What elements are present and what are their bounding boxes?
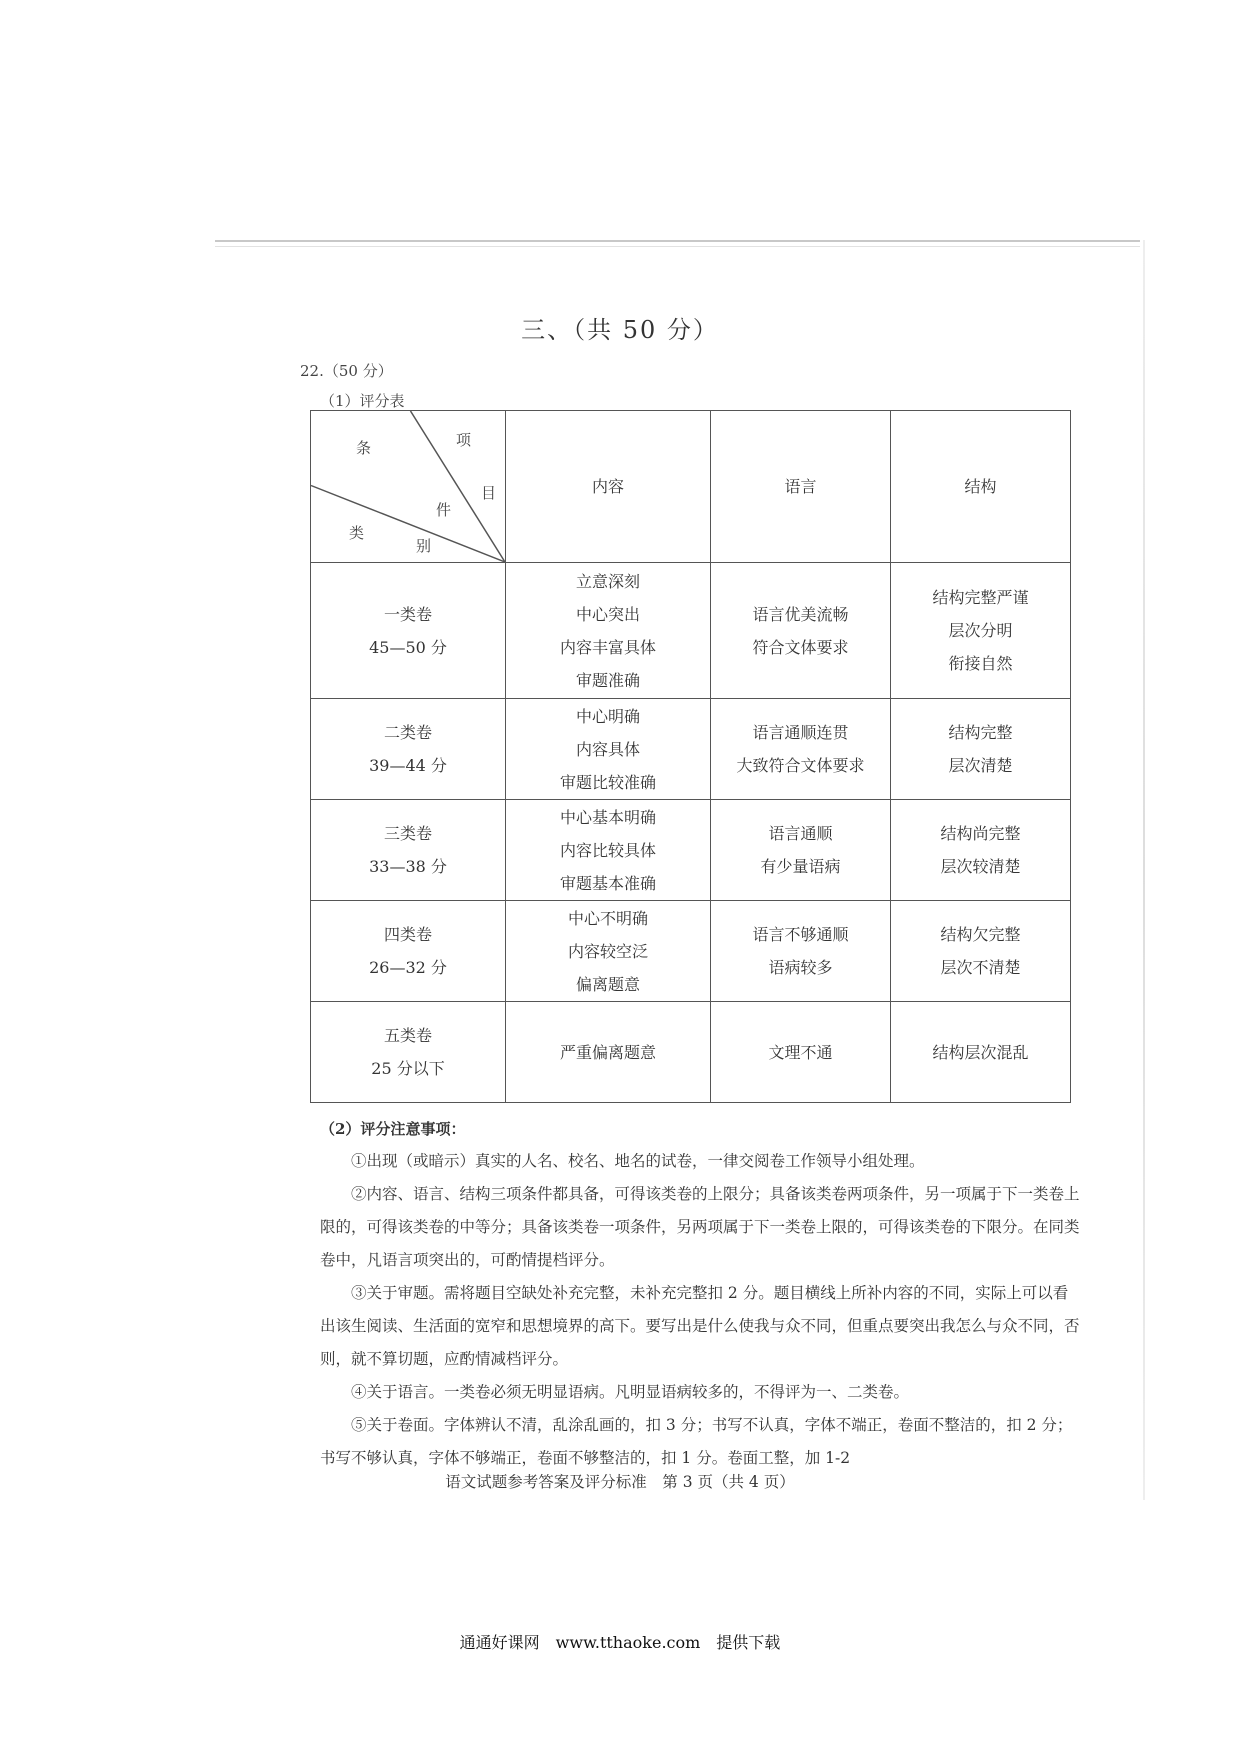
scan-edge-line-2 (215, 246, 1140, 247)
corner-label-mu: 目 (481, 484, 497, 502)
content-line: 中心明确 (575, 706, 640, 726)
content-cell (506, 1002, 711, 1103)
language-line: 语言通顺 (768, 824, 833, 843)
notes-title: （2）评分注意事项： (320, 1120, 466, 1138)
category-cell (311, 800, 506, 901)
language-line: 语言优美流畅 (752, 604, 849, 624)
question-number: 22.（50 分） (300, 362, 393, 380)
language-line: 大致符合文体要求 (736, 756, 865, 775)
note-item: ③关于审题。需将题目空缺处补充完整，未补充完整扣 2 分。题目横线上所补内容的不同，实际上可以看出该生阅读、生活面的宽窄和思想境界的高下。要写出是什么使我与众不同，但重点要突出我怎么与众不同，否则，就不算切题，应酌情减档评分。 (320, 1284, 1080, 1368)
structure-cell (891, 1002, 1071, 1103)
structure-line: 层次不清楚 (940, 958, 1021, 977)
content-line: 内容具体 (575, 739, 640, 759)
structure-line: 结构层次混乱 (932, 1042, 1029, 1062)
content-cell (506, 800, 711, 901)
content-line: 内容较空泛 (567, 941, 648, 961)
table-row (311, 800, 1071, 901)
note-item: ②内容、语言、结构三项条件都具备，可得该类卷的上限分；具备该类卷两项条件，另一项属于下一类卷上限的，可得该类卷的中等分；具备该类卷一项条件，另两项属于下一类卷上限的，可得该类卷的下限分。在同类卷中，凡语言项突出的，可酌情提档评分。 (320, 1185, 1080, 1269)
table-title: （1）评分表 (320, 392, 405, 410)
category-name: 一类卷 (383, 604, 432, 624)
language-line: 语言通顺连贯 (752, 723, 849, 742)
language-cell (711, 901, 891, 1002)
language-line: 语病较多 (768, 958, 833, 977)
category-score: 26—32 分 (369, 958, 447, 977)
column-header-structure: 结构 (891, 411, 1071, 563)
category-score: 25 分以下 (371, 1059, 445, 1078)
content-cell (506, 563, 711, 699)
grading-table (310, 410, 1071, 1103)
section-title: 三、（共 50 分） (521, 316, 719, 344)
corner-label-jian: 件 (436, 501, 452, 519)
download-credit: 通通好课网 www.tthaoke.com 提供下载 (459, 1633, 781, 1652)
category-score: 45—50 分 (369, 637, 447, 657)
corner-cell (311, 411, 506, 563)
column-header-language: 语言 (711, 411, 891, 563)
content-cell (506, 901, 711, 1002)
scoring-notes (320, 1118, 1080, 1475)
table-row (311, 699, 1071, 800)
corner-label-xiang: 项 (456, 431, 472, 449)
structure-line: 层次较清楚 (940, 857, 1021, 876)
structure-line: 结构完整 (948, 723, 1013, 742)
structure-cell (891, 800, 1071, 901)
language-line: 语言不够通顺 (752, 925, 849, 944)
category-cell (311, 901, 506, 1002)
structure-line: 结构完整严谨 (932, 588, 1029, 607)
column-header-content: 内容 (506, 411, 711, 563)
page-footer: 语文试题参考答案及评分标准 第 3 页（共 4 页） (445, 1473, 795, 1491)
category-name: 三类卷 (383, 824, 432, 843)
content-line: 审题基本准确 (559, 873, 656, 893)
structure-cell (891, 901, 1071, 1002)
category-name: 二类卷 (383, 723, 432, 742)
content-line: 内容比较具体 (559, 840, 656, 860)
language-cell (711, 563, 891, 699)
structure-line: 衔接自然 (948, 654, 1013, 673)
content-line: 严重偏离题意 (559, 1042, 656, 1062)
note-item: ⑤关于卷面。字体辨认不清，乱涂乱画的，扣 3 分；书写不认真，字体不端正，卷面不整洁的，扣 2 分；书写不够认真，字体不够端正，卷面不够整洁的，扣 1 分。卷面工整，加 1-2 (320, 1416, 1073, 1467)
corner-label-lei: 类 (349, 524, 365, 542)
language-line: 有少量语病 (760, 857, 841, 876)
note-item: ①出现（或暗示）真实的人名、校名、地名的试卷，一律交阅卷工作领导小组处理。 (351, 1152, 925, 1170)
note-item: ④关于语言。一类卷必须无明显语病。凡明显语病较多的，不得评为一、二类卷。 (351, 1383, 910, 1401)
structure-line: 层次分明 (948, 621, 1013, 640)
category-cell (311, 1002, 506, 1103)
structure-line: 层次清楚 (948, 756, 1013, 775)
corner-diagonals (311, 411, 505, 562)
content-line: 中心不明确 (567, 908, 648, 928)
category-score: 39—44 分 (369, 756, 447, 775)
language-line: 文理不通 (768, 1042, 833, 1062)
table-header-row (311, 411, 1071, 563)
content-line: 审题准确 (575, 670, 640, 690)
language-cell (711, 1002, 891, 1103)
language-cell (711, 800, 891, 901)
content-line: 立意深刻 (575, 571, 640, 591)
category-cell (311, 699, 506, 800)
corner-label-tiao: 条 (356, 439, 372, 457)
language-line: 符合文体要求 (752, 637, 849, 657)
scan-edge-shade (1143, 240, 1145, 1500)
category-name: 四类卷 (383, 925, 432, 944)
content-line: 中心基本明确 (559, 807, 656, 827)
structure-cell (891, 699, 1071, 800)
structure-line: 结构尚完整 (940, 824, 1021, 843)
table-row (311, 901, 1071, 1002)
structure-cell (891, 563, 1071, 699)
table-row (311, 563, 1071, 699)
corner-label-bie: 别 (416, 537, 432, 555)
structure-line: 结构欠完整 (940, 925, 1021, 944)
content-cell (506, 699, 711, 800)
content-line: 内容丰富具体 (559, 637, 656, 657)
scan-edge-line (215, 240, 1140, 242)
category-name: 五类卷 (383, 1026, 432, 1045)
content-line: 偏离题意 (575, 974, 640, 994)
content-line: 审题比较准确 (559, 772, 656, 792)
category-cell (311, 563, 506, 699)
category-score: 33—38 分 (369, 857, 447, 876)
language-cell (711, 699, 891, 800)
table-row (311, 1002, 1071, 1103)
content-line: 中心突出 (575, 604, 640, 624)
